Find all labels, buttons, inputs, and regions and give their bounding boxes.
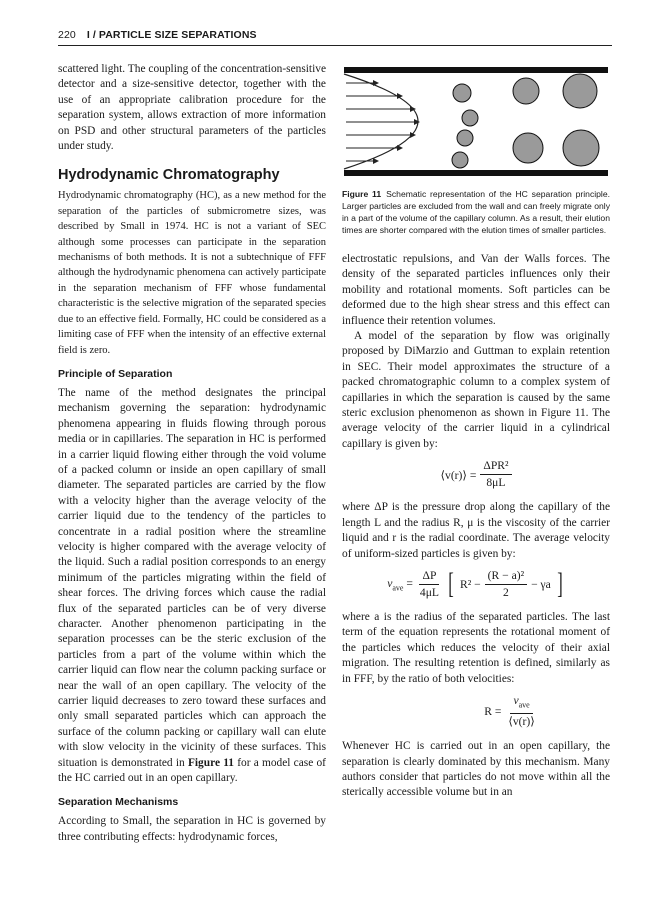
header-rule (58, 45, 612, 46)
eq1-numerator: ΔPR² (480, 459, 511, 475)
capillary-wall-bottom (344, 170, 608, 176)
eq2-v: v (387, 576, 393, 590)
equation-average-velocity (342, 459, 610, 490)
particle-small (457, 130, 473, 146)
left-column (58, 62, 326, 845)
figure-11 (342, 64, 610, 182)
eq3-numerator (510, 694, 532, 714)
eq2-denominator: 4μL (419, 585, 439, 599)
figure-label: Figure 11 (342, 189, 382, 199)
eq2-fraction (417, 569, 442, 600)
right-paragraph-4: where a is the radius of the separated particles. The last term of the equation represents the rotational moment of the particles which reduces the velocity of their axial migration. The resulting retention is defined, similarly as in FFF, by the ratio of both velocities: (342, 610, 610, 685)
subsection-title-mechanisms: Separation Mechanisms (58, 796, 179, 809)
eq3-sub: ave (518, 700, 530, 710)
right-paragraph-3: where ΔP is the pressure drop along the capillary of the length L and the radius R, μ is the viscosity of the carrier liquid and r is the radial coordinate. The average velocity of uniform-sized particles is given by: (342, 501, 610, 560)
particle-small (462, 110, 478, 126)
flow-arrows (346, 83, 419, 161)
particle-large (513, 133, 543, 163)
intro-paragraph: scattered light. The coupling of the concentration-sensitive detector and a size-sensitive detector, together with the use of an appropriate calibration procedure for the separation system, allows extraction of more information on PSD and other structural parameters of the particles under study. (58, 63, 326, 153)
subsection-title-principle: Principle of Separation (58, 367, 173, 380)
figure-caption (342, 188, 610, 236)
eq3-v: v (513, 693, 519, 707)
equation-particle-velocity (342, 569, 610, 600)
eq2-inner-denominator: 2 (502, 585, 509, 599)
particles (452, 74, 599, 168)
eq1-fraction (480, 459, 511, 490)
right-paragraph-5: Whenever HC is carried out in an open capillary, the separation is clearly dominated by this mechanism. Many authors consider that particles do not move within all the sterically accessible volume but in an (342, 740, 610, 799)
figure-reference[interactable]: Figure 11 (187, 756, 234, 769)
hc-capillary-diagram (342, 64, 610, 182)
eq2-r2: R² − (460, 577, 481, 591)
particle-large (563, 130, 599, 166)
particle-small (453, 84, 471, 102)
principle-paragraph (58, 386, 326, 787)
eq3-fraction (505, 694, 537, 729)
principle-text: The name of the method designates the principal mechanism governing the separation: hydrodynamic phenomena appearing in fluids flowing through porous media or in capillaries. The separation in HC is performed in a carrier liquid flowing either through the void volume of a packed column or inside an open capillary of small diameter. The separated particles are carried by the flow with a velocity higher than the average velocity of the carrier liquid due to the tendency of the particles to concentrate in a radial position where the streamline velocity is higher compared with the average velocity of the liquid. Such a radial position corresponds to an energy minimum of the particles migrating within the field of shear forces. The driving forces which cause the radial flux of the separated particles can be of very diverse character. Another phenomenon participating in the separation processes can be the steric exclusion of the particles from a part of the volume within which the carrier liquid can flow near the column packing surface or near the wall of an open capillary. The velocity of the carrier liquid decreases to zero toward these surfaces and only small separated particles which can approach the surface of the column packing or capillary wall can elute with slow velocity in the vicinity of these surfaces. This situation is demonstrated in (58, 386, 326, 769)
eq2-inner-numerator: (R − a)² (485, 569, 527, 585)
particle-large (563, 74, 597, 108)
eq2-inner-fraction (485, 569, 527, 600)
eq3-denominator: ⟨v(r)⟩ (508, 715, 535, 729)
eq2-equals: = (403, 576, 413, 590)
running-header (58, 29, 612, 41)
eq1-denominator: 8μL (486, 476, 506, 490)
eq2-lhs (387, 577, 413, 592)
eq2-tail: − γa (531, 577, 551, 591)
left-bracket-icon: [ (448, 567, 454, 601)
running-title: I / PARTICLE SIZE SEPARATIONS (86, 29, 257, 41)
principle-text-end: for a model case of the HC carried out in an open capillary. (58, 756, 326, 785)
eq1-lhs: ⟨v(r)⟩ = (440, 468, 477, 482)
capillary-wall-top (344, 67, 608, 73)
mechanisms-paragraph: According to Small, the separation in HC is governed by three contributing effects: hydrodynamic forces, (58, 815, 326, 843)
particle-small (452, 152, 468, 168)
right-column (342, 62, 610, 801)
right-bracket-icon: ] (557, 567, 563, 601)
figure-caption-text: Schematic representation of the HC separation principle. Larger particles are excluded from the wall and can freely migrate only in a part of the volume of the capillary column. As a result, their elution times are shorter compared with the elution times of smaller particles. (342, 189, 611, 235)
section-title: Hydrodynamic Chromatography (58, 167, 280, 184)
eq2-numerator: ΔP (419, 569, 439, 585)
section-paragraph-1: Hydrodynamic chromatography (HC), as a new method for the separation of the particles of submicrometre sizes, was described by Small in 1974. HC is not a variant of SEC although some processes can participate in the separation mechanisms of both methods. It is not a subtechnique of FFF although the hydrodynamic phenomena can actively participate in the separation mechanism of FFF whose fundamental characteristic is the selective migration of the separated species due to an effective field. Formally, HC could be considered as a limiting case of FFF when the intensity of an effective external field is zero. (58, 190, 326, 356)
eq2-sub: ave (392, 583, 404, 593)
page-number: 220 (58, 29, 76, 41)
equation-retention (412, 694, 610, 729)
eq3-lhs: R = (484, 705, 502, 719)
right-paragraph-1: electrostatic repulsions, and Van der Walls forces. The density of the separated particles influences only their mobility and rotational moments. Soft particles can be deformed due to the high shear stress and this effect can influence their retention volumes. (342, 253, 610, 327)
right-paragraph-2: A model of the separation by flow was originally proposed by DiMarzio and Guttman to explain retention in SEC. Their model approximates the structure of a packed chromatographic column to a complex system of capillaries in which the separation is caused by the same steric exclusion phenomenon as shown in Figure 11. The average velocity of the carrier liquid in a cylindrical capillary is given by: (342, 330, 610, 450)
particle-large (513, 78, 539, 104)
